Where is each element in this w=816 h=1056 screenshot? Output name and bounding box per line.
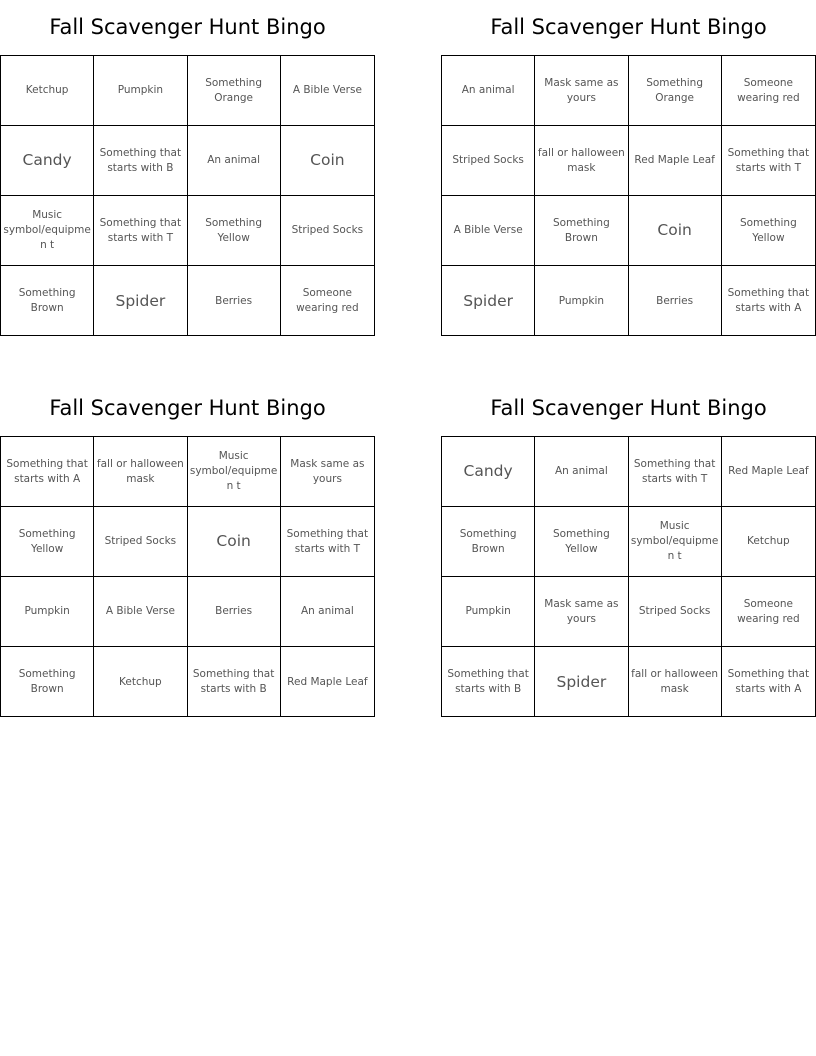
bingo-cell: Berries bbox=[188, 266, 281, 336]
bingo-cell: Candy bbox=[1, 126, 94, 196]
bingo-cell: Something that starts with T bbox=[94, 196, 187, 266]
bingo-cell: Spider bbox=[535, 647, 628, 717]
bingo-cell: Something that starts with B bbox=[94, 126, 187, 196]
bingo-cell: A Bible Verse bbox=[442, 196, 535, 266]
bingo-cell: Music symbol/equipmen t bbox=[188, 437, 281, 507]
bingo-cell: Music symbol/equipmen t bbox=[629, 507, 722, 577]
bingo-grid bbox=[0, 436, 375, 717]
bingo-cell: Something Brown bbox=[442, 507, 535, 577]
bingo-cell: Striped Socks bbox=[629, 577, 722, 647]
bingo-grid bbox=[0, 55, 375, 336]
bingo-cell: Ketchup bbox=[722, 507, 815, 577]
bingo-cell: fall or halloween mask bbox=[535, 126, 628, 196]
bingo-card-3 bbox=[0, 381, 375, 717]
bingo-cell: Pumpkin bbox=[94, 56, 187, 126]
bingo-cell: Coin bbox=[629, 196, 722, 266]
bingo-cell: Striped Socks bbox=[281, 196, 374, 266]
bingo-card-4 bbox=[441, 381, 816, 717]
bingo-cell: Spider bbox=[442, 266, 535, 336]
card-title: Fall Scavenger Hunt Bingo bbox=[490, 15, 767, 39]
bingo-cell: fall or halloween mask bbox=[629, 647, 722, 717]
bingo-cell: Something Brown bbox=[1, 647, 94, 717]
bingo-cell: Candy bbox=[442, 437, 535, 507]
bingo-cell: Someone wearing red bbox=[722, 56, 815, 126]
bingo-cell: fall or halloween mask bbox=[94, 437, 187, 507]
bingo-cell: Coin bbox=[281, 126, 374, 196]
bingo-cell: Something that starts with A bbox=[727, 287, 810, 314]
bingo-cell: Spider bbox=[94, 266, 187, 336]
bingo-cell: Coin bbox=[188, 507, 281, 577]
bingo-cell: Red Maple Leaf bbox=[722, 437, 815, 507]
bingo-cell: Striped Socks bbox=[94, 507, 187, 577]
bingo-cell: Something that starts with B bbox=[188, 647, 281, 717]
bingo-cell: Ketchup bbox=[1, 56, 94, 126]
bingo-cell: An animal bbox=[188, 126, 281, 196]
bingo-cell: Something that starts with B bbox=[442, 647, 535, 717]
bingo-grid bbox=[441, 436, 816, 717]
bingo-card-2 bbox=[441, 0, 816, 336]
bingo-cell: Someone wearing red bbox=[722, 577, 815, 647]
bingo-cell: Something Yellow bbox=[535, 507, 628, 577]
bingo-cell: Something that starts with A bbox=[727, 668, 810, 695]
bingo-cell: Something that starts with T bbox=[629, 437, 722, 507]
bingo-cell: Something that starts with T bbox=[722, 126, 815, 196]
bingo-cell: Mask same as yours bbox=[535, 577, 628, 647]
bingo-cell: Music symbol/equipmen t bbox=[1, 196, 94, 266]
card-title: Fall Scavenger Hunt Bingo bbox=[49, 15, 326, 39]
bingo-cell: Something Orange bbox=[629, 56, 722, 126]
bingo-cell: A Bible Verse bbox=[94, 577, 187, 647]
bingo-cell: Berries bbox=[629, 266, 722, 336]
bingo-cell: Something Yellow bbox=[1, 507, 94, 577]
bingo-cell: Red Maple Leaf bbox=[287, 675, 368, 688]
bingo-cell: An animal bbox=[535, 437, 628, 507]
bingo-cell: Something Yellow bbox=[188, 196, 281, 266]
card-title: Fall Scavenger Hunt Bingo bbox=[49, 396, 326, 420]
bingo-cell: Something that starts with A bbox=[1, 437, 94, 507]
bingo-cell: Mask same as yours bbox=[535, 56, 628, 126]
bingo-cell: Something Brown bbox=[535, 196, 628, 266]
bingo-grid bbox=[441, 55, 816, 336]
bingo-cell: An animal bbox=[281, 577, 374, 647]
bingo-cell: Berries bbox=[188, 577, 281, 647]
bingo-cell: Red Maple Leaf bbox=[629, 126, 722, 196]
bingo-cell: A Bible Verse bbox=[281, 56, 374, 126]
bingo-cell: Striped Socks bbox=[442, 126, 535, 196]
bingo-cell: Mask same as yours bbox=[281, 437, 374, 507]
bingo-cell: Something Orange bbox=[188, 56, 281, 126]
bingo-cell: Pumpkin bbox=[535, 266, 628, 336]
bingo-cell: Pumpkin bbox=[442, 577, 535, 647]
bingo-cell: An animal bbox=[442, 56, 535, 126]
bingo-cell: Pumpkin bbox=[1, 577, 94, 647]
bingo-cell: Someone wearing red bbox=[296, 287, 359, 314]
bingo-cell: Something Brown bbox=[1, 266, 94, 336]
bingo-card-1 bbox=[0, 0, 375, 336]
bingo-cell: Something that starts with T bbox=[281, 507, 374, 577]
bingo-cell: Ketchup bbox=[94, 647, 187, 717]
bingo-cell: Something Yellow bbox=[722, 196, 815, 266]
card-title: Fall Scavenger Hunt Bingo bbox=[490, 396, 767, 420]
